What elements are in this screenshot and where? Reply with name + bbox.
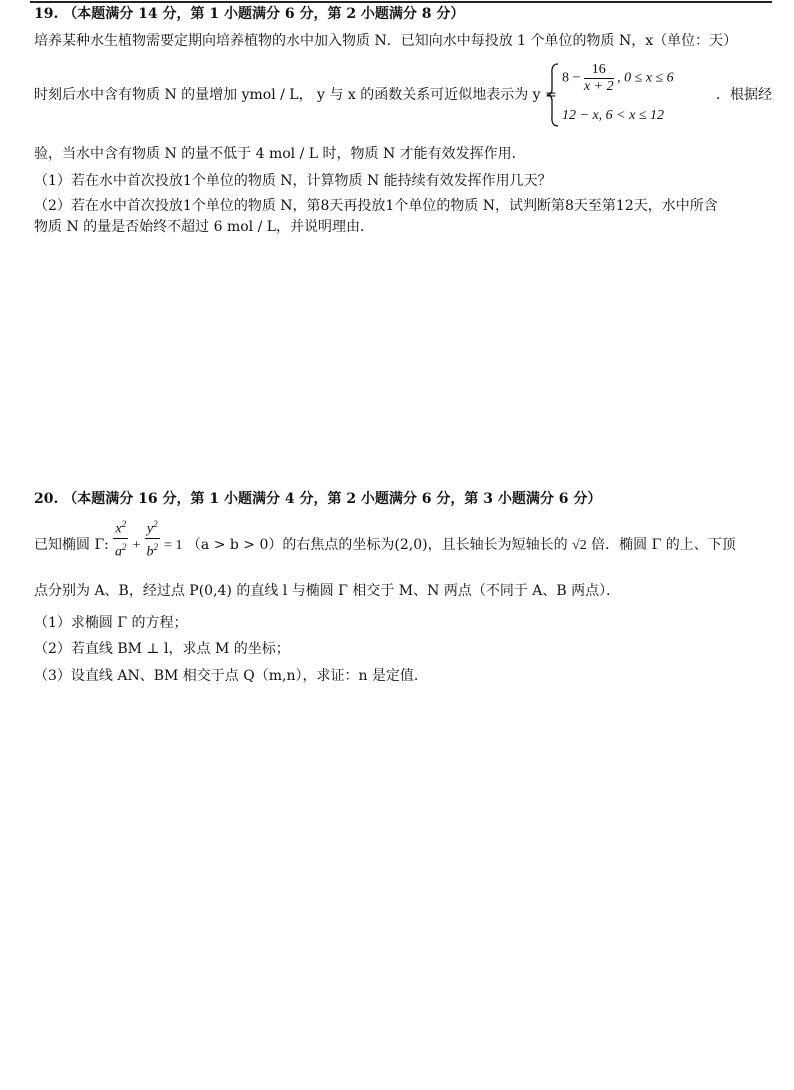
top-rule xyxy=(30,1,772,3)
q19-piecewise-function xyxy=(546,62,706,128)
q20-subquestion-3: （3）设直线 AN、BM 相交于点 Q（m,n），求证：n 是定值． xyxy=(34,668,428,684)
piece1-prefix: 8 − xyxy=(562,70,581,86)
q19-paragraph-2a: 时刻后水中含有物质 N 的量增加 ymol / L， y 与 x 的函数关系可近似地表示为 y = xyxy=(34,87,557,103)
q20-paragraph-1: 已知椭圆 Γ: $\frac{x^2}{a^2}$ + $\frac{y^2}{b^2}$ = 1 （a > b > 0）的右焦点的坐标为(2,0)，且长轴长为短轴长的 √2 倍．椭圆 Γ 的上、下顶 xyxy=(34,530,736,560)
q19-paragraph-1: 培养某种水生植物需要定期向培养植物的水中加入物质 N．已知向水中每投放 1 个单位的物质 N，x（单位：天） xyxy=(34,33,738,49)
q19-subquestion-2b: 物质 N 的量是否始终不超过 6 mol / L，并说明理由． xyxy=(34,219,375,235)
q20-paragraph-2: 点分别为 A、B，经过点 P(0,4) 的直线 l 与椭圆 Γ 相交于 M、N 两点（不同于 A、B 两点）． xyxy=(34,583,621,599)
q20-header xyxy=(34,490,601,508)
ellipse-y-fraction: $\frac{y^2}{b^2}$ xyxy=(145,516,160,560)
q20-subquestion-1: （1）求椭圆 Γ 的方程； xyxy=(34,615,188,631)
brace-icon xyxy=(546,62,560,128)
piece1-fraction xyxy=(584,62,614,95)
q19-paragraph-3: 验，当水中含有物质 N 的量不低于 4 mol / L 时，物质 N 才能有效发挥作用． xyxy=(34,146,526,162)
ellipse-x-fraction: $\frac{x^2}{a^2}$ xyxy=(113,516,128,560)
q19-number: 19. xyxy=(34,6,59,22)
q20-p1-lead: 已知椭圆 Γ: xyxy=(34,537,109,554)
q20-header-text: （本题满分 16 分，第 1 小题满分 4 分，第 2 小题满分 6 分，第 3 小题满分 6 分） xyxy=(63,491,602,507)
piece1-domain: , 0 ≤ x ≤ 6 xyxy=(617,70,674,86)
q20-subquestion-2: （2）若直线 BM ⊥ l，求点 M 的坐标； xyxy=(34,641,290,657)
piece1-denominator: x + 2 xyxy=(583,79,614,94)
q19-paragraph-2b: ．根据经 xyxy=(716,87,772,103)
q20-p1-middle: （a > b > 0）的右焦点的坐标为(2,0)，且长轴长为短轴长的 xyxy=(186,537,568,554)
piece2: 12 − x, 6 < x ≤ 12 xyxy=(562,108,665,123)
q19-header-text: （本题满分 14 分，第 1 小题满分 6 分，第 2 小题满分 8 分） xyxy=(63,6,465,22)
sqrt-two: √2 xyxy=(572,538,587,554)
q19-subquestion-2a: （2）若在水中首次投放1个单位的物质 N，第8天再投放1个单位的物质 N，试判断第8天至第12天，水中所含 xyxy=(34,198,718,214)
q20-number: 20. xyxy=(34,491,59,507)
q19-subquestion-1: （1）若在水中首次投放1个单位的物质 N，计算物质 N 能持续有效发挥作用几天？ xyxy=(34,173,552,189)
q19-header xyxy=(34,5,464,23)
piece1-numerator: 16 xyxy=(584,62,614,79)
q20-p1-tail: 倍．椭圆 Γ 的上、下顶 xyxy=(591,537,736,554)
